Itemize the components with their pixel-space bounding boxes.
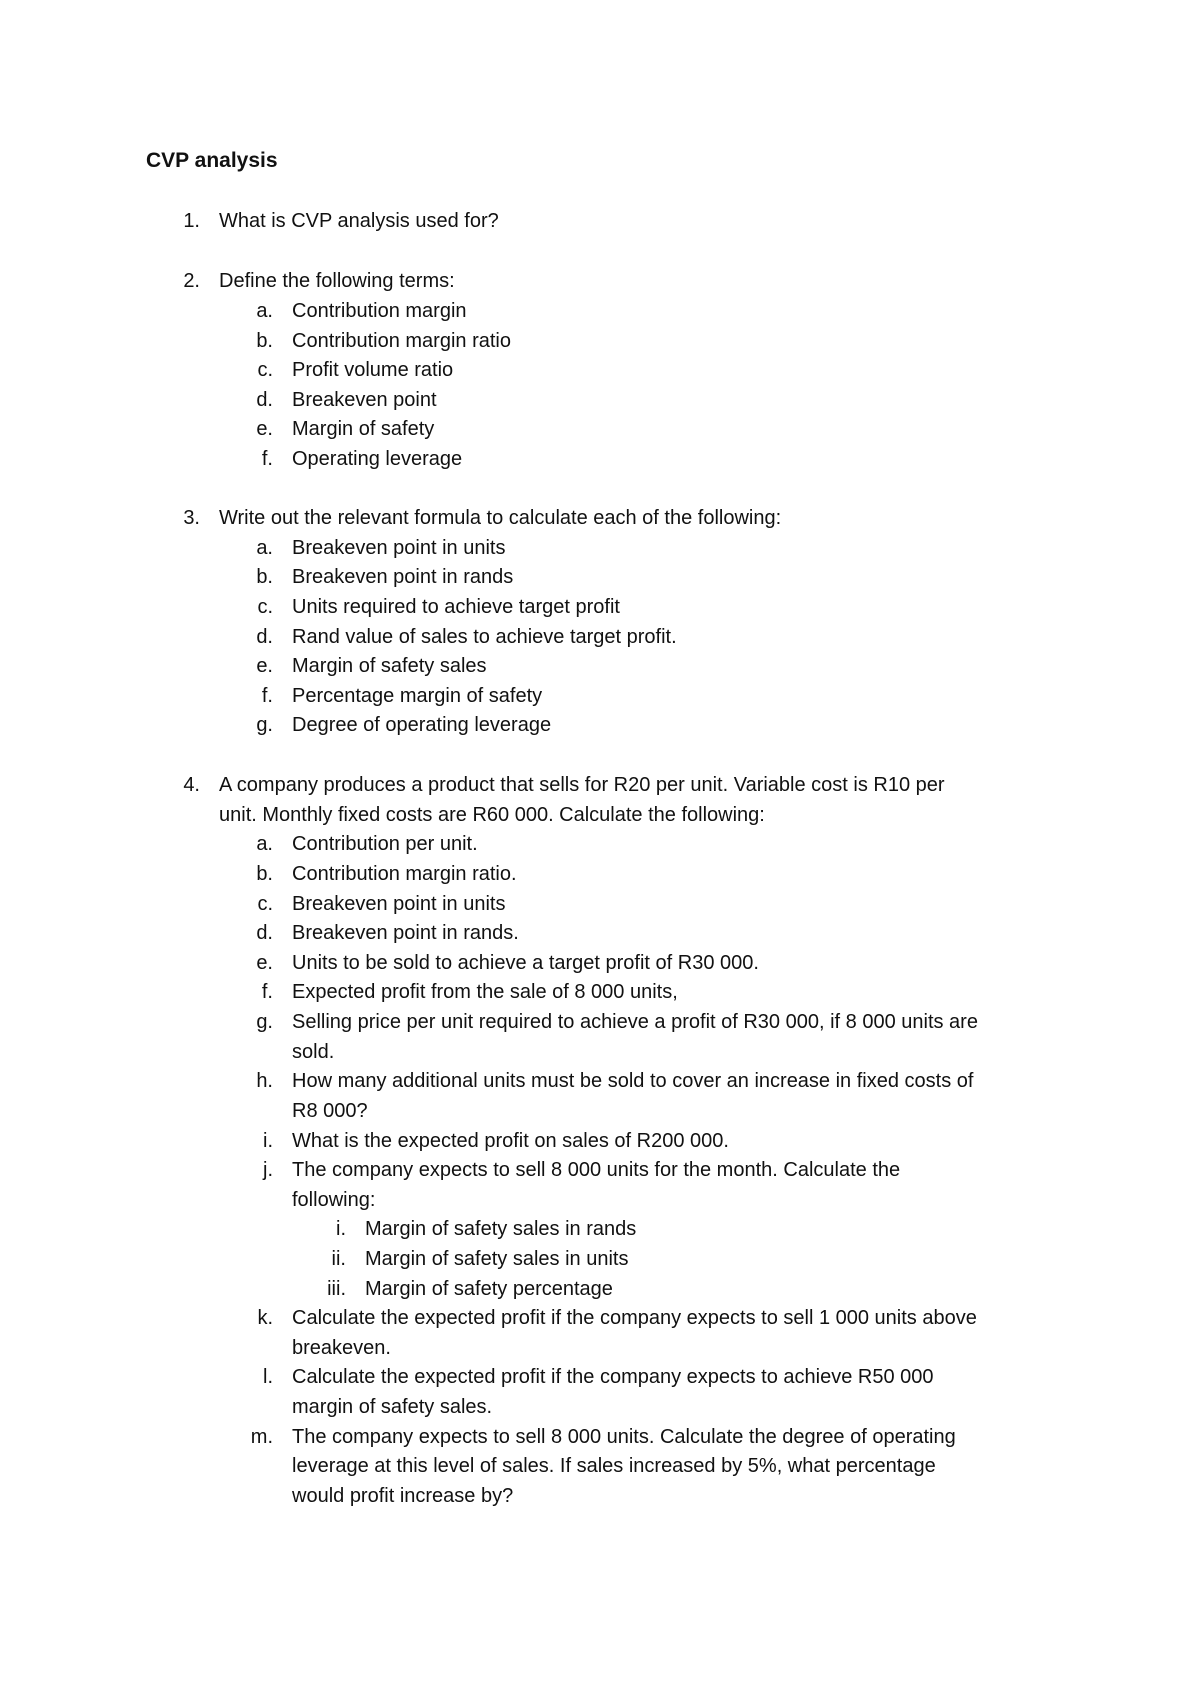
list-item-letter: b. [256, 863, 273, 885]
list-item: Breakeven point [292, 389, 437, 411]
list-item-letter: i. [263, 1130, 273, 1152]
list-item-letter: f. [261, 981, 273, 1003]
list-item-continuation: following: [292, 1189, 376, 1211]
list-item-continuation: R8 000? [292, 1100, 368, 1122]
list-item-letter: k. [257, 1307, 273, 1329]
question-number: 4. [183, 774, 200, 796]
list-item: Rand value of sales to achieve target profit. [292, 626, 677, 648]
list-item: Breakeven point in units [292, 537, 506, 559]
list-item-letter: h. [256, 1070, 273, 1092]
list-item-letter: a. [256, 300, 273, 322]
list-item-letter: g. [256, 714, 273, 736]
list-item: Calculate the expected profit if the company expects to sell 1 000 units above [292, 1307, 977, 1329]
list-item-letter: d. [256, 389, 273, 411]
question-text: Write out the relevant formula to calculate each of the following: [219, 507, 782, 529]
list-item-letter: d. [256, 922, 273, 944]
list-item-letter: e. [256, 655, 273, 677]
list-item-letter: m. [250, 1426, 273, 1448]
list-item: How many additional units must be sold to cover an increase in fixed costs of [292, 1070, 974, 1092]
list-item: Units to be sold to achieve a target profit of R30 000. [292, 952, 759, 974]
list-item-letter: l. [263, 1366, 273, 1388]
list-item: Calculate the expected profit if the company expects to achieve R50 000 [292, 1366, 934, 1388]
list-item: What is the expected profit on sales of R200 000. [292, 1130, 729, 1152]
list-item-letter: a. [256, 537, 273, 559]
sub-list-item: Margin of safety sales in rands [365, 1218, 637, 1240]
list-item: Contribution per unit. [292, 833, 478, 855]
list-item: Breakeven point in rands. [292, 922, 519, 944]
list-item: Contribution margin ratio. [292, 863, 517, 885]
list-item: Margin of safety [292, 418, 435, 440]
sub-list-item: Margin of safety percentage [365, 1278, 613, 1300]
list-item-letter: f. [261, 685, 273, 707]
list-item-continuation: sold. [292, 1041, 335, 1063]
list-item-letter: c. [257, 596, 273, 618]
question-number: 2. [183, 270, 200, 292]
list-item: Margin of safety sales [292, 655, 487, 677]
list-item: Units required to achieve target profit [292, 596, 620, 618]
list-item: Breakeven point in units [292, 893, 506, 915]
list-item: Contribution margin [292, 300, 467, 322]
list-item: Contribution margin ratio [292, 330, 511, 352]
list-item-continuation: leverage at this level of sales. If sales increased by 5%, what percentage [292, 1455, 936, 1477]
question-text: A company produces a product that sells for R20 per unit. Variable cost is R10 per [219, 774, 945, 796]
list-item-letter: d. [256, 626, 273, 648]
list-item-letter: b. [256, 566, 273, 588]
list-item: The company expects to sell 8 000 units for the month. Calculate the [292, 1159, 901, 1181]
list-item-letter: g. [256, 1011, 273, 1033]
page-title: CVP analysis [146, 149, 278, 172]
sub-list-numeral: i. [336, 1218, 346, 1240]
list-item-letter: e. [256, 418, 273, 440]
list-item: Breakeven point in rands [292, 566, 514, 588]
question-text: Define the following terms: [219, 270, 455, 292]
list-item: Percentage margin of safety [292, 685, 543, 707]
list-item-letter: j. [263, 1159, 273, 1181]
question-number: 1. [183, 210, 200, 232]
list-item-continuation: would profit increase by? [292, 1485, 514, 1507]
list-item-letter: b. [256, 330, 273, 352]
list-item-continuation: margin of safety sales. [292, 1396, 493, 1418]
sub-list-item: Margin of safety sales in units [365, 1248, 629, 1270]
question-text: What is CVP analysis used for? [219, 210, 499, 232]
list-item: Expected profit from the sale of 8 000 units, [292, 981, 678, 1003]
list-item-letter: c. [257, 893, 273, 915]
list-item: Profit volume ratio [292, 359, 454, 381]
question-text: unit. Monthly fixed costs are R60 000. Calculate the following: [219, 804, 765, 826]
list-item-letter: a. [256, 833, 273, 855]
list-item: Operating leverage [292, 448, 463, 470]
list-item: Degree of operating leverage [292, 714, 552, 736]
sub-list-numeral: iii. [327, 1278, 346, 1300]
list-item: Selling price per unit required to achieve a profit of R30 000, if 8 000 units are [292, 1011, 978, 1033]
list-item-letter: e. [256, 952, 273, 974]
list-item-letter: f. [261, 448, 273, 470]
list-item-continuation: breakeven. [292, 1337, 391, 1359]
sub-list-numeral: ii. [331, 1248, 346, 1270]
list-item-letter: c. [257, 359, 273, 381]
list-item: The company expects to sell 8 000 units. Calculate the degree of operating [292, 1426, 956, 1448]
question-number: 3. [183, 507, 200, 529]
